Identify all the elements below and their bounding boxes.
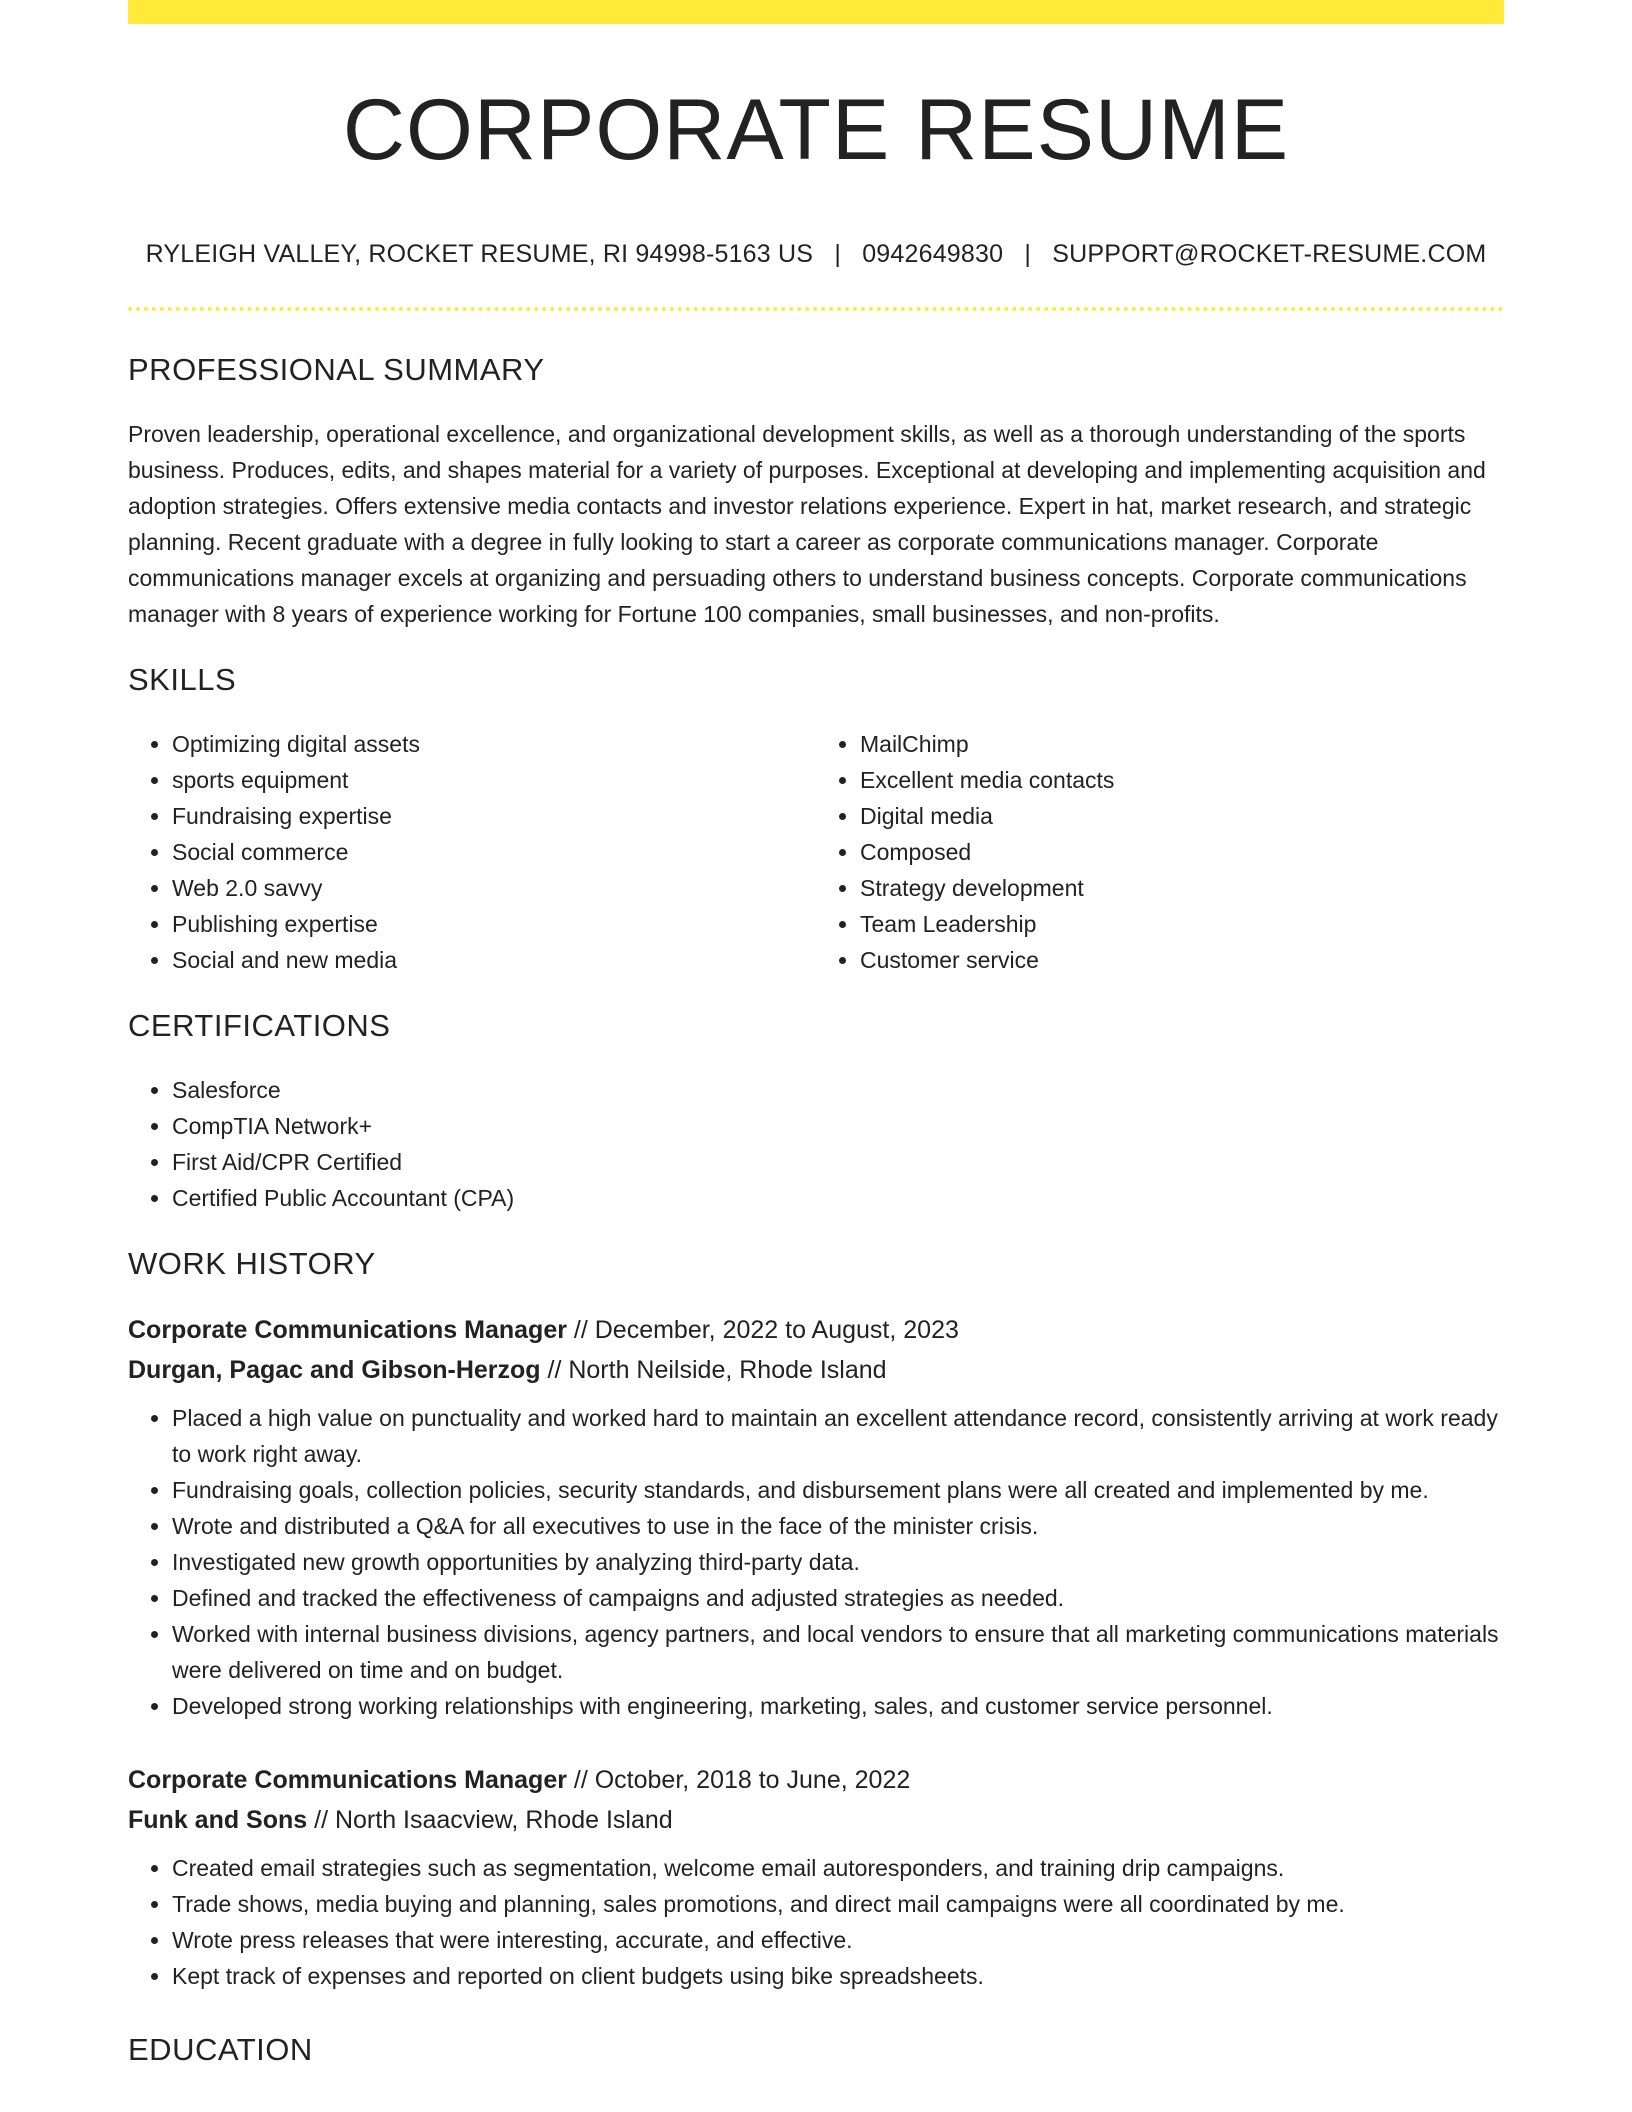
list-item: • Wrote and distributed a Q&A for all executives to use in the face of the minister crisis. (172, 1508, 1504, 1544)
contact-separator: | (1024, 240, 1032, 268)
skills-list-left (128, 726, 816, 978)
top-accent-bar (128, 0, 1504, 24)
job-title-line (128, 1760, 1504, 1800)
list-item: • Social commerce (172, 834, 816, 870)
list-item: • Created email strategies such as segmentation, welcome email autoresponders, and training drip campaigns. (172, 1850, 1504, 1886)
list-item: • Defined and tracked the effectiveness of campaigns and adjusted strategies as needed. (172, 1580, 1504, 1616)
summary-section (128, 350, 1504, 632)
job-location: // North Neilside, Rhode Island (540, 1356, 887, 1384)
contact-email: SUPPORT@ROCKET-RESUME.COM (1052, 240, 1487, 268)
list-item: • MailChimp (860, 726, 1504, 762)
contact-phone: 0942649830 (862, 240, 1004, 268)
job-dates: // December, 2022 to August, 2023 (566, 1316, 959, 1344)
job-company: Durgan, Pagac and Gibson-Herzog (128, 1356, 541, 1384)
list-item: • Investigated new growth opportunities by analyzing third-party data. (172, 1544, 1504, 1580)
list-item: • Team Leadership (860, 906, 1504, 942)
job-bullets (128, 1400, 1504, 1724)
list-item: • Excellent media contacts (860, 762, 1504, 798)
education-section (128, 2030, 1504, 2070)
list-item: • Placed a high value on punctuality and worked hard to maintain an excellent attendance record, consistently arriving at work ready to work right away. (172, 1400, 1504, 1472)
job-company-line (128, 1350, 1504, 1390)
job-entry (128, 1310, 1504, 1724)
contact-address: RYLEIGH VALLEY, ROCKET RESUME, RI 94998-5163 US (145, 240, 814, 268)
list-item: • Optimizing digital assets (172, 726, 816, 762)
job-title: Corporate Communications Manager (128, 1766, 567, 1794)
job-entry (128, 1760, 1504, 1994)
section-heading: SKILLS (128, 662, 237, 697)
list-item: • Trade shows, media buying and planning, sales promotions, and direct mail campaigns were all coordinated by me. (172, 1886, 1504, 1922)
section-heading: EDUCATION (128, 2032, 313, 2067)
list-item: • Social and new media (172, 942, 816, 978)
list-item: • Developed strong working relationships with engineering, marketing, sales, and customer service personnel. (172, 1688, 1504, 1724)
resume-content (128, 350, 1504, 2096)
job-location: // North Isaacview, Rhode Island (307, 1806, 673, 1834)
section-heading: CERTIFICATIONS (128, 1008, 391, 1043)
list-item: • Digital media (860, 798, 1504, 834)
list-item: • Customer service (860, 942, 1504, 978)
list-item: • First Aid/CPR Certified (172, 1144, 1504, 1180)
job-title: Corporate Communications Manager (128, 1316, 567, 1344)
list-item: • Salesforce (172, 1072, 1504, 1108)
contact-line (128, 236, 1504, 272)
list-item: • Strategy development (860, 870, 1504, 906)
job-dates: // October, 2018 to June, 2022 (566, 1766, 911, 1794)
list-item: • Composed (860, 834, 1504, 870)
summary-text: Proven leadership, operational excellence, and organizational development skills, as well as a thorough understanding of the sports business. Produces, edits, and shapes material for a variety of purposes. Exceptional at developing and implementing acquisition and adoption strategies. Offers extensive media contacts and investor relations experience. Expert in hat, market research, and strategic planning. Recent graduate with a degree in fully looking to start a career as corporate communications manager. Corporate communications manager excels at organizing and persuading others to understand business concepts. Corporate communications manager with 8 years of experience working for Fortune 100 companies, small businesses, and non-profits. (128, 421, 1486, 627)
work-history-section (128, 1244, 1504, 1994)
certifications-section (128, 1006, 1504, 1216)
list-item: • Worked with internal business divisions, agency partners, and local vendors to ensure that all marketing communications materials were delivered on time and on budget. (172, 1616, 1504, 1688)
list-item: • Fundraising goals, collection policies, security standards, and disbursement plans were all created and implemented by me. (172, 1472, 1504, 1508)
skills-section (128, 660, 1504, 978)
job-title-line (128, 1310, 1504, 1350)
list-item: • Fundraising expertise (172, 798, 816, 834)
section-heading: WORK HISTORY (128, 1246, 376, 1281)
list-item: • Kept track of expenses and reported on client budgets using bike spreadsheets. (172, 1958, 1504, 1994)
dotted-divider (128, 307, 1504, 311)
skills-list-right (816, 726, 1504, 978)
job-company-line (128, 1800, 1504, 1840)
contact-separator: | (834, 240, 842, 268)
list-item: • sports equipment (172, 762, 816, 798)
list-item: • Certified Public Accountant (CPA) (172, 1180, 1504, 1216)
list-item: • Web 2.0 savvy (172, 870, 816, 906)
resume-title: CORPORATE RESUME (342, 82, 1290, 178)
list-item: • CompTIA Network+ (172, 1108, 1504, 1144)
certifications-list (128, 1072, 1504, 1216)
list-item: • Wrote press releases that were interesting, accurate, and effective. (172, 1922, 1504, 1958)
job-bullets (128, 1850, 1504, 1994)
job-company: Funk and Sons (128, 1806, 308, 1834)
section-heading: PROFESSIONAL SUMMARY (128, 352, 545, 387)
skills-columns (128, 726, 1504, 978)
list-item: • Publishing expertise (172, 906, 816, 942)
